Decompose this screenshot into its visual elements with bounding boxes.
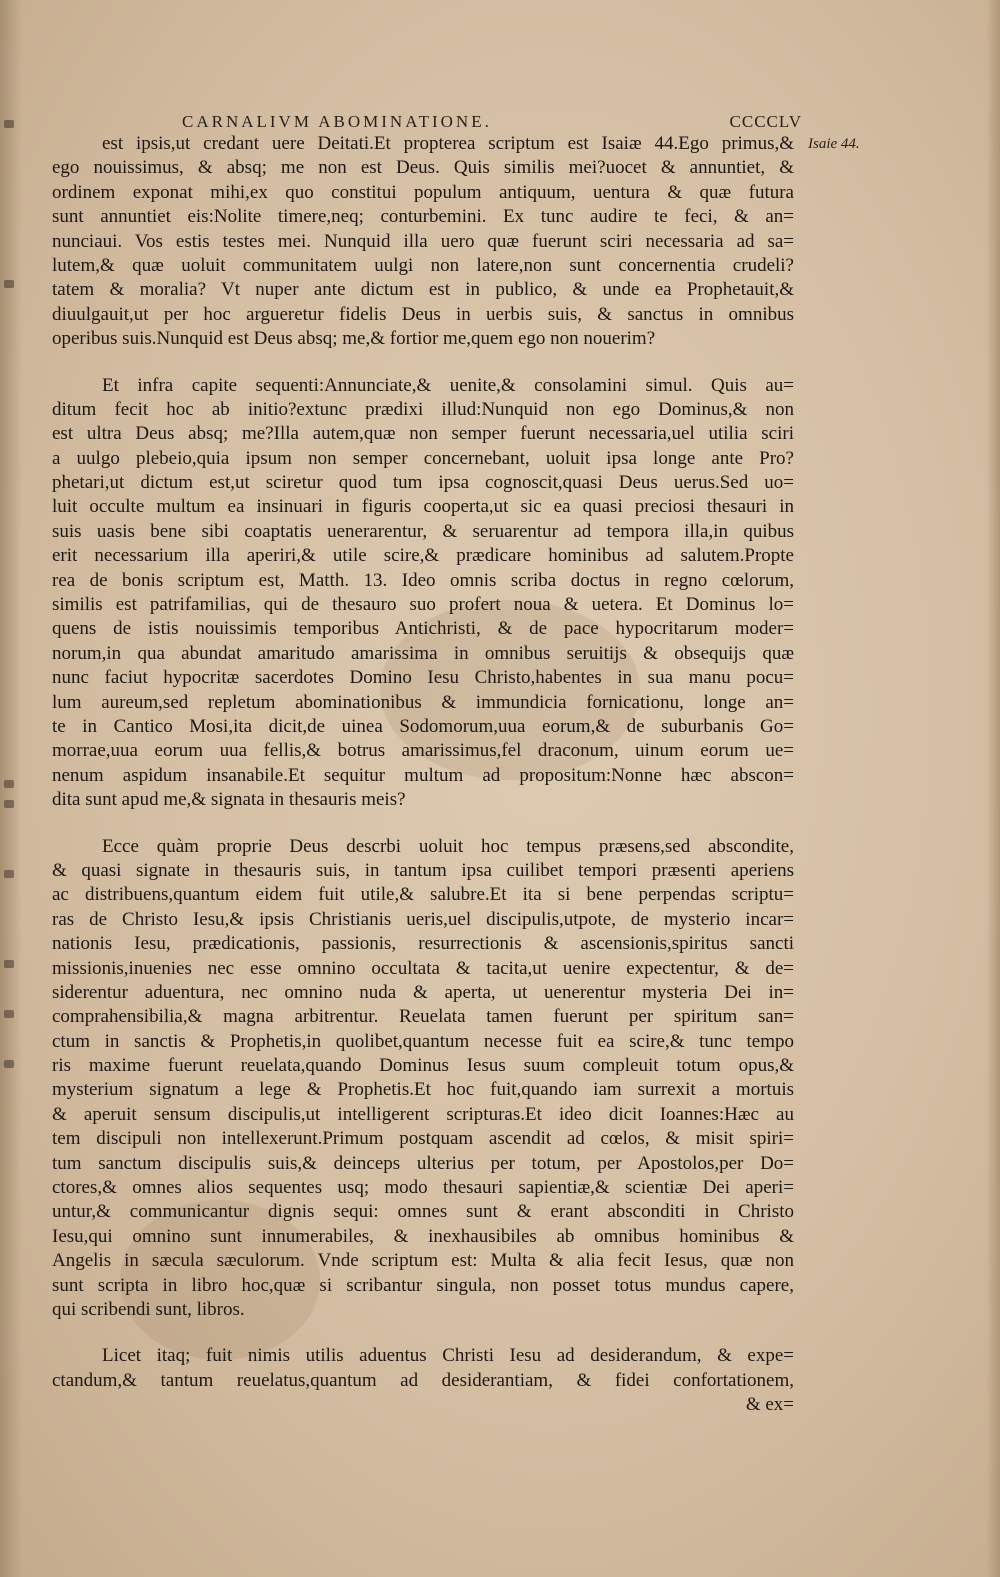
text-line: ditum fecit hoc ab initio?extunc prædixi illud:Nunquid non ego Dominus,& non — [52, 398, 794, 420]
text-line: ris maxime fuerunt reuelata,quando Dominus Iesus suum compleuit totum opus,& — [52, 1055, 794, 1077]
paragraph — [52, 835, 794, 1323]
body-text — [52, 132, 794, 1418]
text-line: suis uasis bene sibi coaptatis uenerarentur, & seruarentur ad tempora illa,in quibus — [52, 520, 794, 542]
text-line: ego nouissimus, & absq; me non est Deus. Quis similis mei?uocet & annuntiet, & — [52, 157, 794, 179]
text-line: operibus suis.Nunquid est Deus absq; me,& fortior me,quem ego non nouerim? — [52, 328, 656, 350]
text-line: Iesu,qui omnino sunt innumerabiles, & inexhausibiles ab omnibus hominibus & — [52, 1225, 794, 1247]
margin-note: Isaie 44. — [808, 136, 860, 152]
text-line: te in Cantico Mosi,ita dicit,de uinea Sodomorum,uua eorum,& de suburbanis Go= — [52, 715, 794, 737]
text-line: erit necessarium illa aperiri,& utile scire,& prædicare hominibus ad salutem.Propte — [52, 545, 794, 567]
text-line: morrae,uua eorum uua fellis,& botrus amarissimus,fel draconum, uinum eorum ue= — [52, 740, 794, 762]
text-line: dita sunt apud me,& signata in thesauris meis? — [52, 789, 406, 811]
text-line: qui scribendi sunt, libros. — [52, 1298, 245, 1320]
text-line: est ultra Deus absq; me?Illa autem,quæ non semper fuerunt necessaria,uel utilia sciri — [52, 423, 794, 445]
text-line: Et infra capite sequenti:Annunciate,& uenite,& consolamini simul. Quis au= — [102, 374, 794, 396]
text-line: quens de istis nouissimis temporibus Antichristi, & de pace hypocritarum moder= — [52, 618, 794, 640]
ink-bleed-mark — [4, 800, 14, 808]
text-line: nationis Iesu, prædicationis, passionis, resurrectionis & ascensionis,spiritus sancti — [52, 933, 794, 955]
text-line: nunc faciut hypocritæ sacerdotes Domino Iesu Christo,habentes in sua manu pocu= — [52, 667, 794, 689]
text-line: phetari,ut dictum est,ut sciretur quod tum ipsa cognoscit,quasi Deus uerus.Sed uo= — [52, 472, 794, 494]
paragraph — [52, 374, 794, 813]
folio-number: CCCCLV — [729, 112, 802, 131]
text-line: similis est patrifamilias, qui de thesauro suo profert noua & uetera. Et Dominus lo= — [52, 594, 794, 616]
paragraph-gap — [52, 813, 794, 835]
text-line: untur,& communicantur dignis sequi: omnes sunt & erant absconditi in Christo — [52, 1201, 794, 1223]
text-line: est ipsis,ut credant uere Deitati.Et propterea scriptum est Isaiæ 44.Ego primus,& — [102, 133, 794, 154]
text-line: norum,in qua abundat amaritudo amarissima in omnibus seruitijs & obsequijs quæ — [52, 642, 794, 664]
text-line: ras de Christo Iesu,& ipsis Christianis ueris,uel discipulis,utpote, de mysterio incar= — [52, 908, 794, 930]
ink-bleed-mark — [4, 120, 14, 128]
ink-bleed-mark — [4, 1060, 14, 1068]
text-line: mysterium signatum a lege & Prophetis.Et hoc fuit,quando iam surrexit a mortuis — [52, 1079, 794, 1101]
ink-bleed-mark — [4, 960, 14, 968]
ink-bleed-mark — [4, 870, 14, 878]
text-line: missionis,inuenies nec esse omnino occultata & tacita,ut uenire expectentur, & de= — [52, 957, 794, 979]
text-line: Ecce quàm proprie Deus descrbi uoluit hoc tempus præsens,sed abscondite, — [102, 835, 794, 857]
text-line: siderentur aduentura, nec omnino nuda & aperta, ut uenerentur mysteria Dei in= — [52, 981, 794, 1003]
text-line: Licet itaq; fuit nimis utilis aduentus Christi Iesu ad desiderandum, & expe= — [102, 1345, 794, 1367]
page-left-edge — [0, 0, 22, 1577]
text-line: diuulgauit,ut per hoc argueretur fidelis Deus in uerbis suis, & sanctus in omnibus — [52, 303, 794, 325]
text-line: lutem,& quæ uoluit communitatem uulgi non latere,non sunt concernentia crudeli? — [52, 254, 794, 276]
paragraph — [52, 1344, 794, 1417]
text-line: nenum aspidum insanabile.Et sequitur multum ad propositum:Nonne hæc abscon= — [52, 764, 794, 786]
text-line: ordinem exponat mihi,ex quo constitui populum antiquum, uentura & quæ futura — [52, 181, 794, 203]
text-line: tum sanctum discipulis suis,& deinceps ulterius per totum, per Apostolos,per Do= — [52, 1152, 794, 1174]
text-line: luit occulte multum ea insinuari in figuris cooperta,ut sic ea quasi preciosi thesauri in — [52, 496, 794, 518]
running-title: CARNALIVM ABOMINATIONE. — [182, 112, 492, 131]
text-line: sunt annuntiet eis:Nolite timere,neq; conturbemini. Ex tunc audire te feci, & an= — [52, 206, 794, 228]
text-line: tatem & moralia? Vt nuper ante dictum est in publico, & unde ea Prophetauit,& — [52, 279, 794, 301]
text-line: tem discipuli non intellexerunt.Primum postquam ascendit ad cœlos, & misit spiri= — [52, 1128, 794, 1150]
text-line: & aperuit sensum discipulis,ut intelligerent scripturas.Et ideo dicit Ioannes:Hæc au — [52, 1103, 794, 1125]
text-line: sunt scripta in libro hoc,quæ si scribantur singula, non posset totus mundus capere, — [52, 1274, 794, 1296]
text-line: a uulgo plebeio,quia ipsum non semper concernebant, uoluit ipsa longe ante Pro? — [52, 447, 794, 469]
running-header — [182, 112, 802, 132]
paragraph-gap — [52, 1322, 794, 1344]
text-line: comprahensibilia,& magna arbitrentur. Reuelata tamen fuerunt per spiritum san= — [52, 1006, 794, 1028]
text-line: ctum in sanctis & Prophetis,in quolibet,quantum necesse fuit ea scire,& tunc tempo — [52, 1030, 794, 1052]
ink-bleed-mark — [4, 280, 14, 288]
text-line: & ex= — [745, 1394, 794, 1416]
text-line: ctandum,& tantum reuelatus,quantum ad desiderantiam, & fidei confortationem, — [52, 1369, 794, 1391]
text-line: Angelis in sæcula sæculorum. Vnde scriptum est: Multa & alia fecit Iesus, quæ non — [52, 1250, 794, 1272]
paragraph — [52, 132, 794, 352]
text-line: lum aureum,sed repletum abominationibus & immundicia fornicationu, longe an= — [52, 691, 794, 713]
paragraph-gap — [52, 352, 794, 374]
text-line: & quasi signate in thesauris suis, in tantum ipsa cuilibet tempori præsenti aperiens — [52, 859, 794, 881]
page-right-edge — [986, 0, 1000, 1577]
ink-bleed-mark — [4, 780, 14, 788]
text-line: nunciaui. Vos estis testes mei. Nunquid illa uero quæ fuerunt sciri necessaria ad sa= — [52, 230, 794, 252]
text-line: rea de bonis scriptum est, Matth. 13. Ideo omnis scriba doctus in regno cœlorum, — [52, 569, 794, 591]
text-line: ac distribuens,quantum eidem fuit utile,& salubre.Et ita si bene perpendas scriptu= — [52, 884, 794, 906]
ink-bleed-mark — [4, 1010, 14, 1018]
text-line: ctores,& omnes alios sequentes usq; modo thesauri sapientiæ,& scientiæ Dei aperi= — [52, 1177, 794, 1199]
